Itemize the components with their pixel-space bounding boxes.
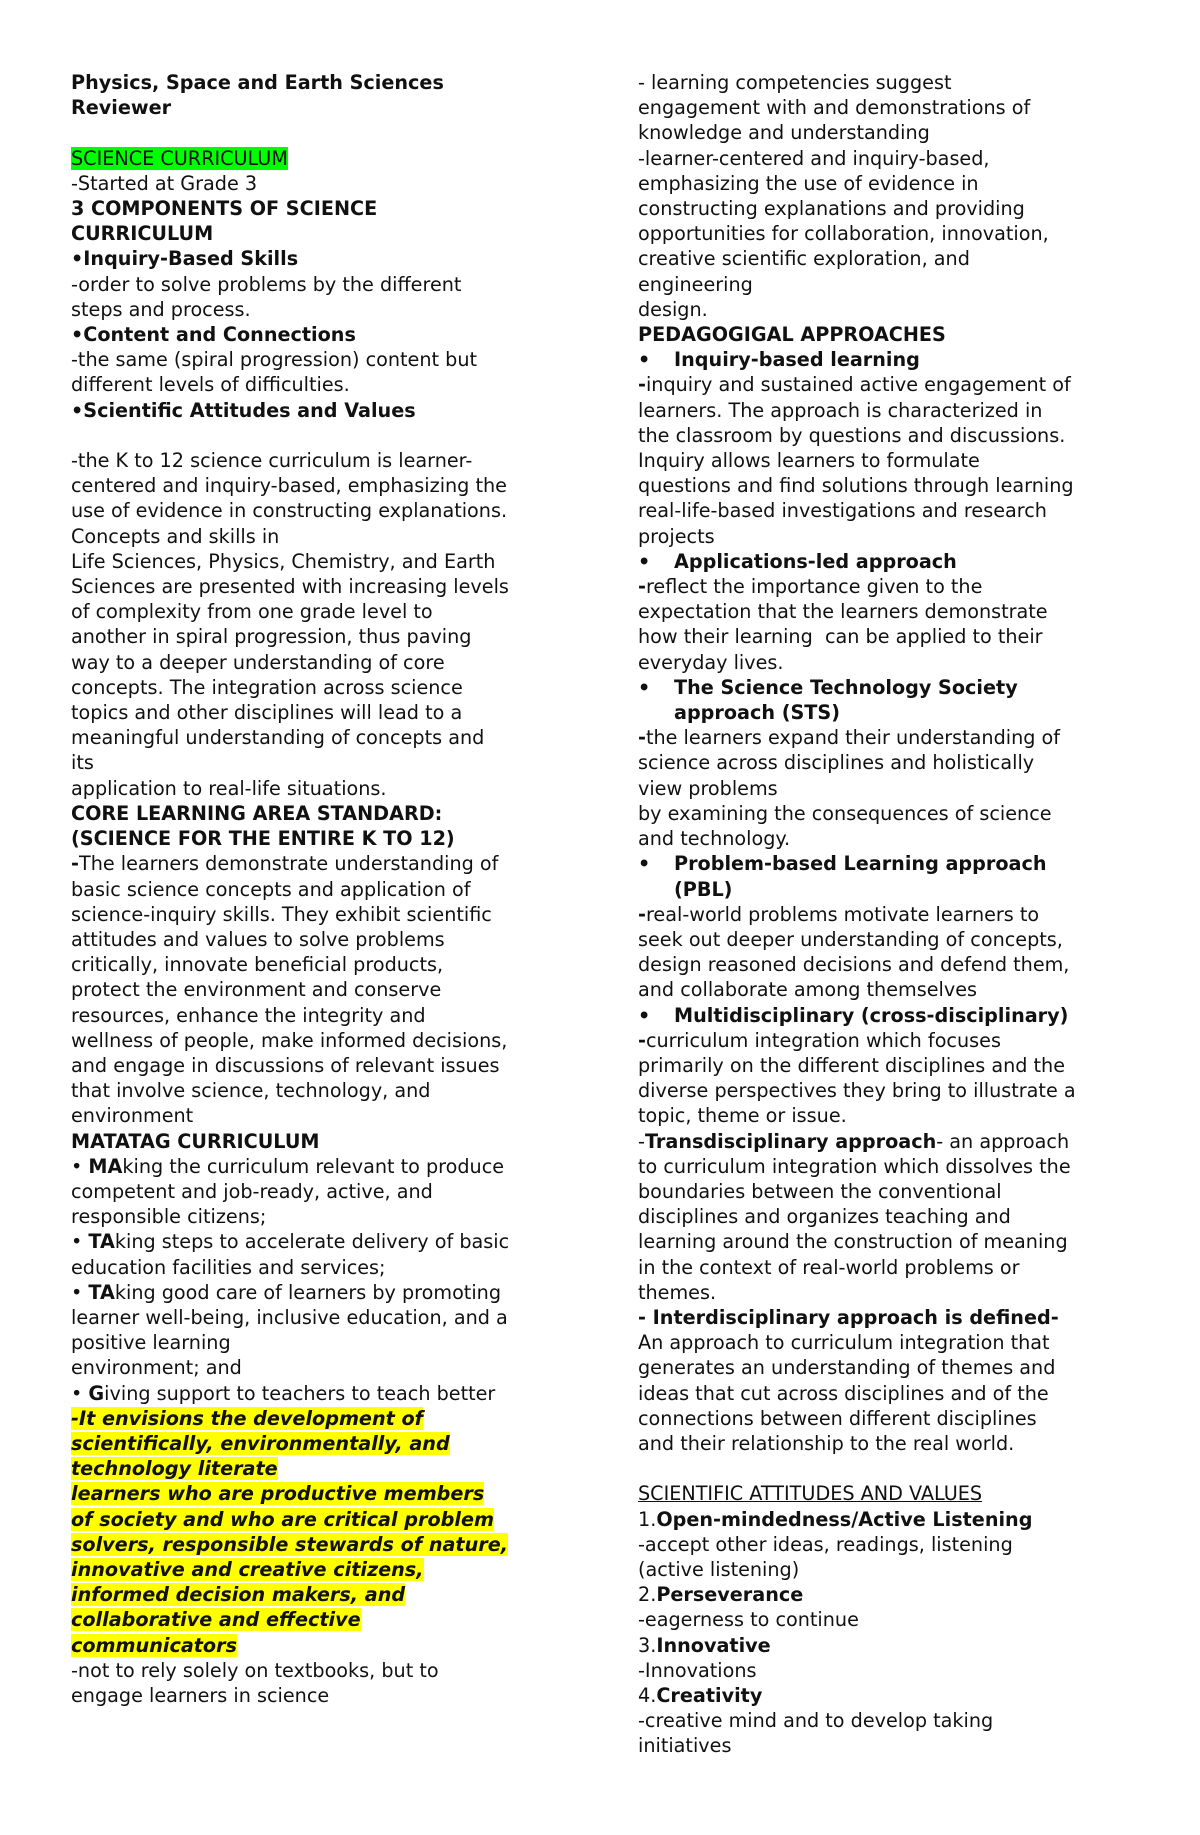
science-curriculum-heading: SCIENCE CURRICULUM xyxy=(71,146,288,170)
component-inquiry-desc-1: -order to solve problems by the different xyxy=(71,272,462,296)
component-content-desc-1: -the same (spiral progression) content but xyxy=(71,348,478,372)
attitude-item xyxy=(638,1683,1138,1708)
transdisciplinary-line: themes. xyxy=(638,1280,717,1304)
bullet-glyph: • xyxy=(638,348,651,372)
k12-line: another in spiral progression, thus paving xyxy=(71,625,472,649)
competencies-line: emphasizing the use of evidence in xyxy=(638,171,979,195)
matatag-item-4 xyxy=(71,1381,581,1406)
core-standard-line: protect the environment and conserve xyxy=(71,978,442,1002)
k12-line: topics and other disciplines will lead to a xyxy=(71,701,463,725)
approach-desc-line: projects xyxy=(638,524,715,548)
approach-desc-first xyxy=(638,725,1138,750)
core-standard-line: wellness of people, make informed decisions, xyxy=(71,1028,508,1052)
competencies-line: -learner-centered and inquiry-based, xyxy=(638,146,990,170)
attitude-desc: initiatives xyxy=(638,1734,732,1758)
attitude-item xyxy=(638,1582,1138,1607)
attitude-title: Open-mindedness/Active Listening xyxy=(656,1507,1033,1531)
approach-desc-line: science across disciplines and holistically xyxy=(638,751,1035,775)
bullet-glyph: • xyxy=(71,1280,89,1304)
matatag-item-text: king the curriculum relevant to produce xyxy=(122,1154,505,1178)
pedagogical-approaches-heading: PEDAGOGIGAL APPROACHES xyxy=(638,323,946,347)
matatag-item-cont: competent and job-ready, active, and xyxy=(71,1179,433,1203)
attitude-item xyxy=(638,1633,1138,1658)
attitude-number: 3. xyxy=(638,1633,657,1657)
component-attitudes-title: •Scientific Attitudes and Values xyxy=(71,398,416,422)
component-inquiry-title: •Inquiry-Based Skills xyxy=(71,247,299,271)
attitude-desc: (active listening) xyxy=(638,1557,800,1581)
bullet-glyph: • xyxy=(71,1381,89,1405)
vision-line: learners who are productive members xyxy=(71,1482,485,1506)
k12-line: centered and inquiry-based, emphasizing the xyxy=(71,474,507,498)
bullet-glyph: • xyxy=(638,1003,651,1027)
core-standard-line: basic science concepts and application of xyxy=(71,877,471,901)
k12-paragraph xyxy=(71,448,581,801)
attitude-title: Creativity xyxy=(656,1684,763,1707)
core-standard-line: attitudes and values to solve problems xyxy=(71,927,445,951)
transdisciplinary-line: boundaries between the conventional xyxy=(638,1179,1002,1203)
approach-desc-first xyxy=(638,574,1138,599)
core-standard-heading-1: CORE LEARNING AREA STANDARD: xyxy=(71,801,443,825)
components-heading-line-1: 3 COMPONENTS OF SCIENCE xyxy=(71,197,378,221)
approach-desc-text: inquiry and sustained active engagement of xyxy=(645,373,1071,397)
transdisciplinary-first xyxy=(638,1129,1138,1154)
scientific-attitudes-heading: SCIENTIFIC ATTITUDES AND VALUES xyxy=(638,1482,983,1506)
vision-line: -It envisions the development of xyxy=(71,1406,423,1430)
matatag-item-1 xyxy=(71,1154,581,1179)
started-at-grade: -Started at Grade 3 xyxy=(71,171,258,195)
competencies-line: knowledge and understanding xyxy=(638,121,930,145)
approach-desc-line: view problems xyxy=(638,776,778,800)
approach-desc-first xyxy=(638,902,1138,927)
matatag-item-cont: education facilities and services; xyxy=(71,1255,386,1279)
vision-line: collaborative and effective xyxy=(71,1608,361,1632)
dash-glyph: - xyxy=(638,1028,646,1052)
approach-desc-line: expectation that the learners demonstrate xyxy=(638,600,1048,624)
document-title-line-1: Physics, Space and Earth Sciences xyxy=(71,71,444,94)
matatag-heading: MATATAG CURRICULUM xyxy=(71,1129,320,1153)
core-standard-dash: - xyxy=(71,852,79,876)
core-standard-line: environment xyxy=(71,1104,194,1128)
dash-glyph: - xyxy=(638,726,646,750)
approach-pbl xyxy=(638,851,1138,901)
matatag-vision xyxy=(71,1406,581,1658)
interdisciplinary-line: ideas that cut across disciplines and of the xyxy=(638,1381,1049,1405)
right-column xyxy=(638,70,1138,1759)
k12-line: its xyxy=(71,751,94,775)
competencies-paragraph xyxy=(638,70,1138,322)
core-standard-first-line xyxy=(71,851,581,876)
core-standard-line: critically, innovate beneficial products, xyxy=(71,953,444,977)
attitude-title: Perseverance xyxy=(656,1583,804,1607)
matatag-acronym: TA xyxy=(88,1230,115,1254)
approach-desc-first xyxy=(638,1028,1138,1053)
transdisciplinary-line: disciplines and organizes teaching and xyxy=(638,1205,1011,1229)
approach-desc-line: seek out deeper understanding of concepts, xyxy=(638,927,1063,951)
attitude-number: 1. xyxy=(638,1507,657,1531)
transdisciplinary-line: to curriculum integration which dissolves the xyxy=(638,1154,1071,1178)
core-standard-first-text: The learners demonstrate understanding of xyxy=(78,852,499,876)
attitude-desc: -creative mind and to develop taking xyxy=(638,1709,994,1733)
interdisciplinary-line: connections between different disciplines xyxy=(638,1406,1037,1430)
component-inquiry-desc-2: steps and process. xyxy=(71,297,251,321)
approach-title: approach (STS) xyxy=(674,701,840,725)
interdisciplinary-line: and their relationship to the real world. xyxy=(638,1431,1015,1455)
interdisciplinary-title: - Interdisciplinary approach is defined- xyxy=(638,1305,1059,1329)
bullet-glyph: • xyxy=(638,675,651,699)
approach-desc-line: and technology. xyxy=(638,827,791,851)
interdisciplinary-line: generates an understanding of themes and xyxy=(638,1356,1056,1380)
component-content-desc-2: different levels of difficulties. xyxy=(71,373,350,397)
matatag-acronym: G xyxy=(88,1381,105,1405)
matatag-item-cont: learner well-being, inclusive education, and a xyxy=(71,1305,508,1329)
competencies-line: - learning competencies suggest xyxy=(638,71,952,94)
matatag-acronym: TA xyxy=(88,1280,115,1304)
matatag-item-text: iving support to teachers to teach better xyxy=(104,1381,496,1405)
matatag-item-cont: environment; and xyxy=(71,1356,242,1380)
bullet-glyph: • xyxy=(638,549,651,573)
approach-title: Inquiry-based learning xyxy=(674,348,920,372)
approach-desc-line: topic, theme or issue. xyxy=(638,1104,847,1128)
k12-line: -the K to 12 science curriculum is learner- xyxy=(71,449,473,473)
approach-desc-first xyxy=(638,372,1138,397)
k12-line: application to real-life situations. xyxy=(71,776,387,800)
approach-sts xyxy=(638,675,1138,725)
component-content-title: •Content and Connections xyxy=(71,323,356,347)
approach-inquiry xyxy=(638,347,1138,372)
competencies-line: constructing explanations and providing xyxy=(638,197,1025,221)
vision-line: innovative and creative citizens, xyxy=(71,1557,424,1581)
approach-desc-line: diverse perspectives they bring to illustrate a xyxy=(638,1079,1076,1103)
approach-desc-text: reflect the importance given to the xyxy=(645,575,983,599)
approach-desc-line: design reasoned decisions and defend them, xyxy=(638,953,1070,977)
approach-desc-line: by examining the consequences of science xyxy=(638,801,1052,825)
approach-multidisciplinary xyxy=(638,1003,1138,1028)
attitude-desc: -Innovations xyxy=(638,1658,757,1682)
attitude-desc: -eagerness to continue xyxy=(638,1608,859,1632)
matatag-item-text: king steps to accelerate delivery of basic xyxy=(114,1230,510,1254)
k12-line: Sciences are presented with increasing levels xyxy=(71,575,509,599)
competencies-line: design. xyxy=(638,297,708,321)
core-standard-line: resources, enhance the integrity and xyxy=(71,1003,426,1027)
attitude-title: Innovative xyxy=(656,1633,771,1657)
attitude-item xyxy=(638,1507,1138,1532)
k12-line: Life Sciences, Physics, Chemistry, and Earth xyxy=(71,549,496,573)
approach-desc-line: questions and find solutions through learning xyxy=(638,474,1074,498)
k12-line: Concepts and skills in xyxy=(71,524,280,548)
approach-desc-line: the classroom by questions and discussions. xyxy=(638,423,1066,447)
competencies-line: engagement with and demonstrations of xyxy=(638,96,1031,120)
dash-glyph: - xyxy=(638,373,646,397)
approach-desc-line: Inquiry allows learners to formulate xyxy=(638,449,980,473)
matatag-item-cont: positive learning xyxy=(71,1331,231,1355)
matatag-item-2 xyxy=(71,1229,581,1254)
attitude-number: 2. xyxy=(638,1583,657,1607)
approach-desc-line: how their learning can be applied to their xyxy=(638,625,1043,649)
transdisciplinary-title: Transdisciplinary approach xyxy=(644,1129,937,1153)
k12-line: of complexity from one grade level to xyxy=(71,600,433,624)
vision-line: technology literate xyxy=(71,1457,278,1481)
vision-line: communicators xyxy=(71,1633,237,1657)
core-standard-heading-2: (SCIENCE FOR THE ENTIRE K TO 12) xyxy=(71,827,455,851)
matatag-item-text: king good care of learners by promoting xyxy=(114,1280,502,1304)
k12-line: concepts. The integration across science xyxy=(71,675,463,699)
vision-line: informed decision makers, and xyxy=(71,1583,406,1607)
left-column xyxy=(71,70,581,1708)
approach-desc-line: everyday lives. xyxy=(638,650,784,674)
core-standard-line: and engage in discussions of relevant issues xyxy=(71,1053,500,1077)
bullet-glyph: • xyxy=(638,852,651,876)
approach-title: (PBL) xyxy=(674,877,733,901)
closing-line: engage learners in science xyxy=(71,1684,330,1707)
transdisciplinary-line: learning around the construction of meaning xyxy=(638,1230,1068,1254)
approach-desc-text: the learners expand their understanding of xyxy=(645,726,1061,750)
dash-glyph: - xyxy=(638,575,646,599)
competencies-line: creative scientific exploration, and xyxy=(638,247,970,271)
vision-line: solvers, responsible stewards of nature, xyxy=(71,1532,509,1556)
dash-glyph: - xyxy=(638,902,646,926)
bullet-glyph: • xyxy=(71,1230,89,1254)
matatag-acronym: MA xyxy=(88,1154,123,1178)
attitude-number: 4. xyxy=(638,1684,657,1707)
document-title-line-2: Reviewer xyxy=(71,96,172,120)
transdisciplinary-first-text: - an approach xyxy=(936,1129,1070,1153)
core-standard-line: that involve science, technology, and xyxy=(71,1079,431,1103)
approach-title: Problem-based Learning approach xyxy=(674,852,1047,876)
approach-title: Applications-led approach xyxy=(674,549,957,573)
k12-line: meaningful understanding of concepts and xyxy=(71,726,485,750)
k12-line: way to a deeper understanding of core xyxy=(71,650,445,674)
k12-line: use of evidence in constructing explanations. xyxy=(71,499,508,523)
attitude-desc: -accept other ideas, readings, listening xyxy=(638,1532,1013,1556)
approach-desc-line: real-life-based investigations and research xyxy=(638,499,1047,523)
dash-glyph: - xyxy=(638,1129,645,1153)
approach-desc-line: and collaborate among themselves xyxy=(638,978,977,1002)
approach-applications xyxy=(638,549,1138,574)
matatag-item-3 xyxy=(71,1280,581,1305)
closing-line: -not to rely solely on textbooks, but to xyxy=(71,1658,439,1682)
approach-desc-line: primarily on the different disciplines and the xyxy=(638,1053,1066,1077)
competencies-line: opportunities for collaboration, innovation, xyxy=(638,222,1049,246)
interdisciplinary-line: An approach to curriculum integration that xyxy=(638,1331,1050,1355)
vision-line: of society and who are critical problem xyxy=(71,1507,494,1531)
competencies-line: engineering xyxy=(638,272,753,296)
components-heading-line-2: CURRICULUM xyxy=(71,222,214,246)
bullet-glyph: • xyxy=(71,1154,89,1178)
matatag-item-cont: responsible citizens; xyxy=(71,1205,267,1229)
vision-line: scientifically, environmentally, and xyxy=(71,1431,450,1455)
approach-title: The Science Technology Society xyxy=(674,675,1018,699)
approach-title: Multidisciplinary (cross-disciplinary) xyxy=(674,1003,1069,1027)
core-standard-line: science-inquiry skills. They exhibit scientific xyxy=(71,902,492,926)
transdisciplinary-line: in the context of real-world problems or xyxy=(638,1255,1020,1279)
approach-desc-text: curriculum integration which focuses xyxy=(645,1028,1001,1052)
approach-desc-line: learners. The approach is characterized in xyxy=(638,398,1043,422)
approach-desc-text: real-world problems motivate learners to xyxy=(645,902,1040,926)
